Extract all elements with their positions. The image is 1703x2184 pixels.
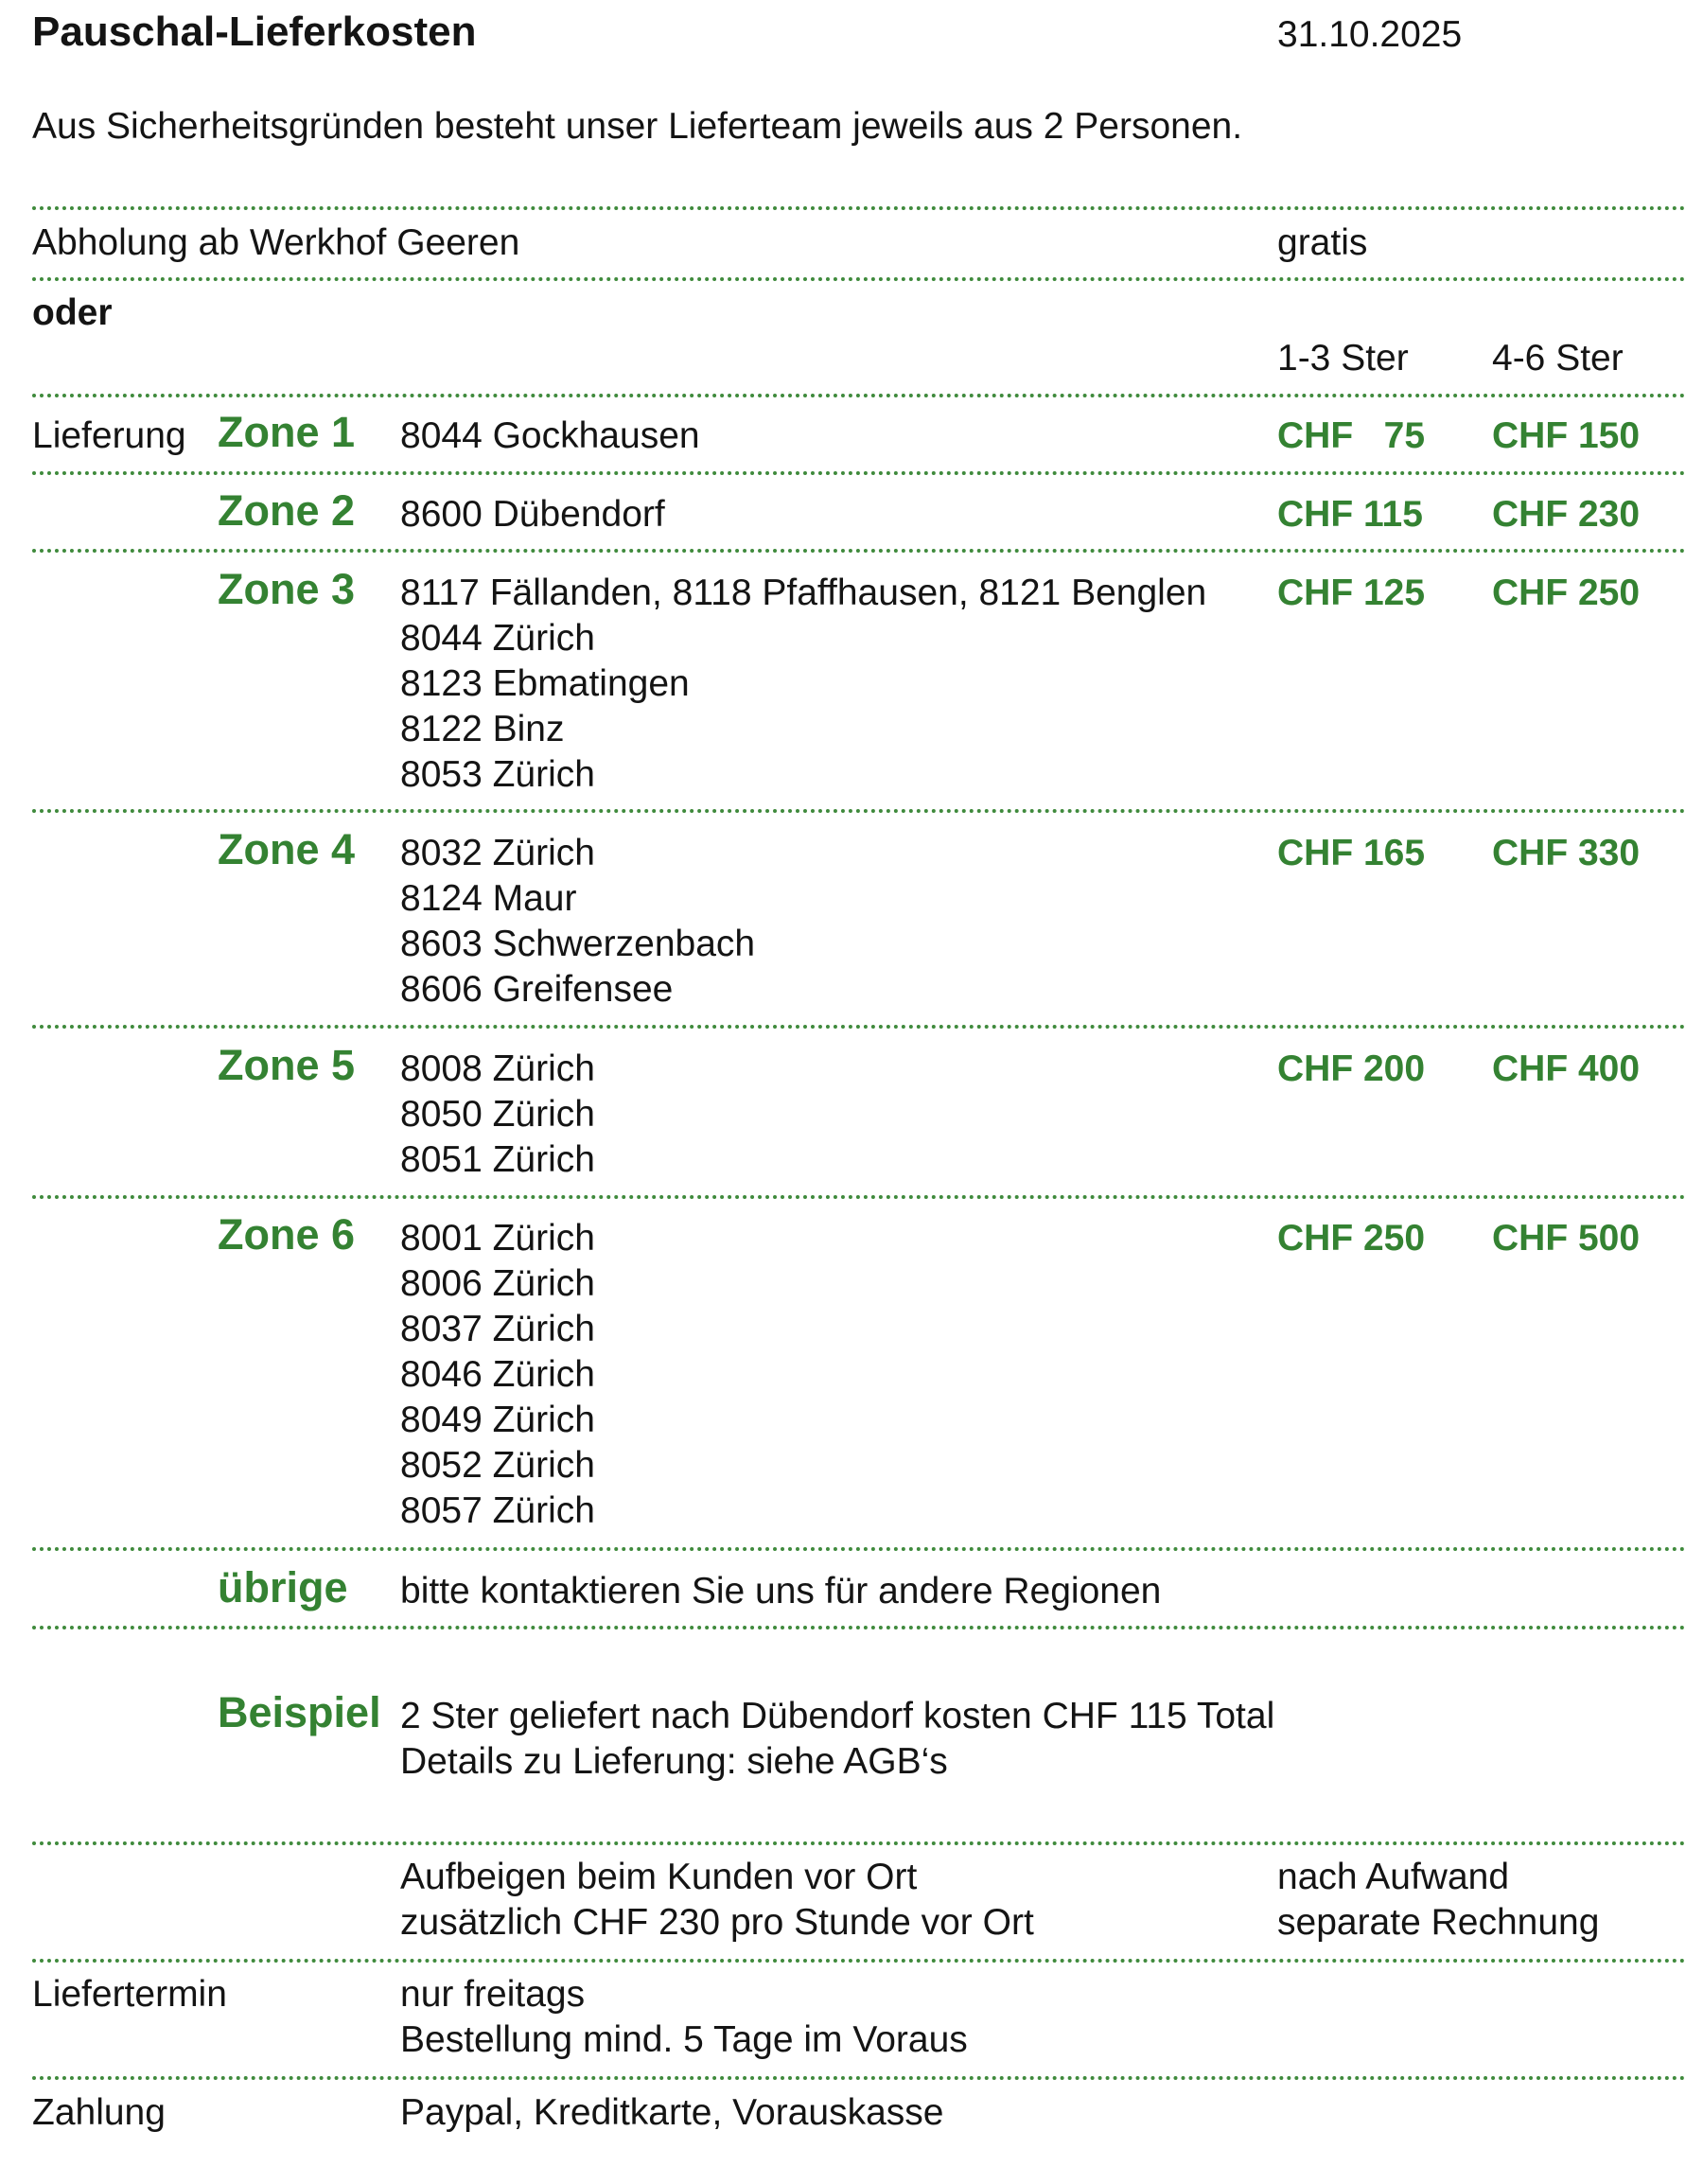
stacking-price-line: separate Rechnung [1277,1902,1600,1943]
delivery-date-line: Bestellung mind. 5 Tage im Voraus [400,2019,968,2060]
zone-5-price-1-3: CHF 200 [1277,1048,1426,1089]
oder-label: oder [32,292,113,333]
place-line: 8053 Zürich [400,754,595,795]
zone-6-name: Zone 6 [218,1210,356,1259]
separator [32,1195,1686,1199]
zone-6-places [400,1216,595,1534]
stacking-text [400,1855,1034,1946]
separator [32,277,1686,281]
separator [32,549,1686,553]
place-line: 8046 Zürich [400,1354,595,1395]
document-date: 31.10.2025 [1277,14,1463,55]
separator [32,471,1686,475]
stacking-pricing [1277,1855,1599,1946]
intro-text: Aus Sicherheitsgründen besteht unser Lieferteam jeweils aus 2 Personen. [32,106,1243,147]
zone-3-price-1-3: CHF 125 [1277,572,1426,613]
stacking-line: Aufbeigen beim Kunden vor Ort [400,1857,918,1897]
zone-3-price-4-6: CHF 250 [1492,572,1641,613]
stacking-line: zusätzlich CHF 230 pro Stunde vor Ort [400,1902,1034,1943]
example-label: Beispiel [218,1688,381,1736]
place-line: 8006 Zürich [400,1263,595,1304]
place-line: 8603 Schwerzenbach [400,924,756,964]
zone-2-places [400,492,665,537]
zone-3-name: Zone 3 [218,565,356,613]
zone-4-name: Zone 4 [218,825,356,873]
place-line: 8600 Dübendorf [400,494,665,535]
delivery-date-line: nur freitags [400,1974,586,2015]
others-text: bitte kontaktieren Sie uns für andere Regionen [400,1571,1162,1612]
zone-6-price-4-6: CHF 500 [1492,1218,1641,1259]
delivery-label: Lieferung [32,415,186,456]
place-line: 8032 Zürich [400,833,595,873]
zone-4-places [400,831,755,1013]
place-line: 8044 Gockhausen [400,415,700,456]
pickup-label: Abholung ab Werkhof Geeren [32,222,520,263]
column-header-1-3-ster: 1-3 Ster [1277,338,1409,379]
place-line: 8122 Binz [400,709,565,749]
separator [32,1959,1686,1963]
zone-1-price-1-3: CHF 75 [1277,415,1426,456]
zone-2-price-4-6: CHF 230 [1492,494,1641,535]
place-line: 8123 Ebmatingen [400,663,690,704]
zone-4-price-4-6: CHF 330 [1492,833,1641,873]
column-header-4-6-ster: 4-6 Ster [1492,338,1624,379]
separator [32,394,1686,397]
example-line: Details zu Lieferung: siehe AGB‘s [400,1741,948,1782]
zone-5-places [400,1047,595,1183]
zone-1-price-4-6: CHF 150 [1492,415,1641,456]
separator [32,1626,1686,1629]
delivery-date-label: Liefertermin [32,1974,227,2015]
place-line: 8124 Maur [400,878,577,919]
zone-1-places [400,414,700,459]
pickup-price: gratis [1277,222,1368,263]
place-line: 8050 Zürich [400,1094,595,1135]
zone-5-name: Zone 5 [218,1041,356,1089]
place-line: 8057 Zürich [400,1490,595,1531]
separator [32,206,1686,210]
payment-text: Paypal, Kreditkarte, Vorauskasse [400,2092,944,2133]
place-line: 8037 Zürich [400,1309,595,1349]
example-text [400,1694,1274,1785]
stacking-price-line: nach Aufwand [1277,1857,1510,1897]
place-line: 8052 Zürich [400,1445,595,1486]
page-title: Pauschal-Lieferkosten [32,9,477,55]
zone-1-name: Zone 1 [218,408,356,456]
place-line: 8008 Zürich [400,1048,595,1089]
place-line: 8117 Fällanden, 8118 Pfaffhausen, 8121 Benglen [400,572,1207,613]
place-line: 8044 Zürich [400,618,595,659]
zone-5-price-4-6: CHF 400 [1492,1048,1641,1089]
place-line: 8001 Zürich [400,1218,595,1259]
separator [32,1841,1686,1845]
separator [32,809,1686,813]
separator [32,1025,1686,1029]
place-line: 8049 Zürich [400,1400,595,1440]
place-line: 8606 Greifensee [400,969,674,1010]
zone-2-price-1-3: CHF 115 [1277,494,1423,535]
place-line: 8051 Zürich [400,1139,595,1180]
payment-label: Zahlung [32,2092,166,2133]
zone-2-name: Zone 2 [218,486,356,535]
separator [32,1547,1686,1551]
separator [32,2076,1686,2080]
zone-3-places [400,571,1206,798]
others-label: übrige [218,1563,348,1612]
zone-6-price-1-3: CHF 250 [1277,1218,1426,1259]
example-line: 2 Ster geliefert nach Dübendorf kosten CHF 115 Total [400,1696,1275,1736]
zone-4-price-1-3: CHF 165 [1277,833,1426,873]
delivery-date-text [400,1972,968,2063]
